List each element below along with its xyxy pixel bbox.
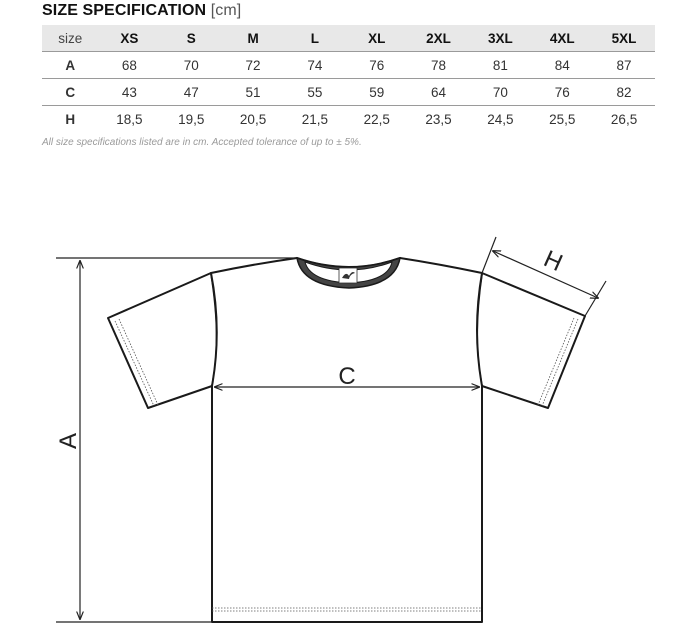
table-cell: 51 (222, 79, 284, 106)
size-col-2xl: 2XL (408, 25, 470, 52)
row-label: A (42, 52, 99, 79)
row-label: C (42, 79, 99, 106)
size-col-s: S (160, 25, 222, 52)
table-cell: 76 (531, 79, 593, 106)
table-cell: 72 (222, 52, 284, 79)
table-cell: 74 (284, 52, 346, 79)
table-cell: 64 (408, 79, 470, 106)
size-col-5xl: 5XL (593, 25, 655, 52)
table-cell: 22,5 (363, 111, 390, 127)
right-sleeve (477, 273, 585, 408)
tolerance-note: All size specifications listed are in cm. Accepted tolerance of up to ± 5%. (42, 137, 362, 148)
table-cell: 76 (346, 52, 408, 79)
table-cell: 70 (469, 79, 531, 106)
size-col-xl: XL (346, 25, 408, 52)
table-cell: 81 (469, 52, 531, 79)
label-a: A (55, 432, 82, 450)
title-unit: [cm] (210, 2, 242, 19)
size-col-m: M (222, 25, 284, 52)
size-col-3xl: 3XL (469, 25, 531, 52)
row-label: H (65, 111, 76, 127)
table-cell: 70 (160, 52, 222, 79)
table-cell: 87 (593, 52, 655, 79)
table-cell: 23,5 (425, 111, 452, 127)
tshirt-body (211, 258, 482, 622)
table-cell: 26,5 (610, 111, 638, 127)
table-cell: 55 (284, 79, 346, 106)
table-cell: 21,5 (301, 111, 329, 127)
table-cell: 20,5 (239, 111, 267, 127)
table-cell: 24,5 (487, 111, 514, 127)
tshirt-outline (108, 258, 585, 622)
label-h: H (539, 245, 567, 278)
table-cell: 47 (160, 79, 222, 106)
corner-label: size (42, 25, 99, 52)
table-cell: 19,5 (178, 111, 205, 127)
table-cell: 43 (99, 79, 161, 106)
label-c: C (338, 363, 356, 390)
table-cell: 18,5 (116, 111, 143, 127)
size-col-xs: XS (99, 25, 161, 52)
size-col-l: L (284, 25, 346, 52)
table-cell: 68 (99, 52, 161, 79)
table-cell: 59 (346, 79, 408, 106)
table-cell: 25,5 (549, 111, 576, 127)
title-text: SIZE SPECIFICATION (42, 2, 207, 19)
table-cell: 82 (593, 79, 655, 106)
size-col-4xl: 4XL (531, 25, 593, 52)
table-cell: 78 (408, 52, 470, 79)
table-cell: 84 (531, 52, 593, 79)
